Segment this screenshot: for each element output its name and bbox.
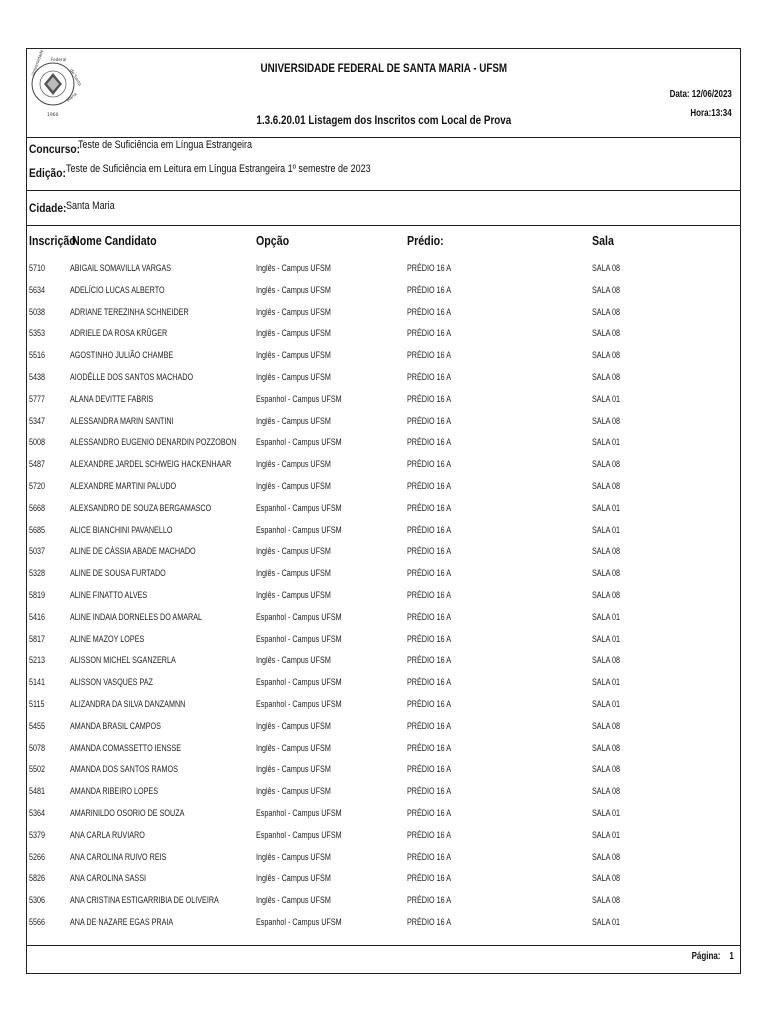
opcao-cell: Espanhol - Campus UFSM — [256, 916, 342, 927]
concurso-label: Concurso: — [29, 142, 80, 156]
sala-cell: SALA 08 — [592, 851, 621, 862]
table-row — [0, 891, 768, 913]
sala-cell: SALA 08 — [592, 720, 621, 731]
column-header-nome: Nome Candidato — [72, 233, 157, 248]
svg-text:Universidade: Universidade — [30, 48, 45, 77]
opcao-cell: Inglês - Campus UFSM — [256, 350, 331, 361]
table-row — [0, 433, 768, 455]
predio-cell: PRÉDIO 16 A — [407, 480, 452, 491]
table-row — [0, 521, 768, 543]
table-row — [0, 760, 768, 782]
candidate-list — [0, 259, 768, 935]
opcao-cell: Inglês - Campus UFSM — [256, 480, 331, 491]
predio-cell: PRÉDIO 16 A — [407, 437, 452, 448]
predio-cell: PRÉDIO 16 A — [407, 633, 452, 644]
nome-cell: AMANDA DOS SANTOS RAMOS — [70, 764, 178, 775]
table-row — [0, 368, 768, 390]
nome-cell: ANA CARLA RUVIARO — [70, 829, 145, 840]
divider — [26, 945, 741, 946]
opcao-cell: Espanhol - Campus UFSM — [256, 698, 342, 709]
nome-cell: ANA CAROLINA RUIVO REIS — [70, 851, 167, 862]
inscricao-cell: 5115 — [29, 698, 45, 709]
nome-cell: ANA CAROLINA SASSI — [70, 873, 147, 884]
nome-cell: ADRIANE TEREZINHA SCHNEIDER — [70, 306, 189, 317]
divider — [26, 225, 741, 226]
inscricao-cell: 5487 — [29, 459, 46, 470]
sala-cell: SALA 08 — [592, 284, 621, 295]
inscricao-cell: 5353 — [29, 328, 46, 339]
svg-text:Federal: Federal — [51, 57, 67, 62]
sala-cell: SALA 08 — [592, 350, 621, 361]
sala-cell: SALA 08 — [592, 546, 621, 557]
divider — [26, 190, 741, 191]
table-row — [0, 303, 768, 325]
sala-cell: SALA 08 — [592, 764, 621, 775]
predio-cell: PRÉDIO 16 A — [407, 655, 452, 666]
table-row — [0, 869, 768, 891]
predio-cell: PRÉDIO 16 A — [407, 742, 452, 753]
nome-cell: ALINE DE CÁSSIA ABADE MACHADO — [70, 546, 196, 557]
nome-cell: AMANDA RIBEIRO LOPES — [70, 786, 159, 797]
predio-cell: PRÉDIO 16 A — [407, 764, 452, 775]
sala-cell: SALA 01 — [592, 916, 621, 927]
inscricao-cell: 5481 — [29, 786, 46, 797]
predio-cell: PRÉDIO 16 A — [407, 698, 452, 709]
predio-cell: PRÉDIO 16 A — [407, 916, 452, 927]
sala-cell: SALA 01 — [592, 633, 621, 644]
date-label: Data: — [669, 89, 690, 100]
sala-cell: SALA 08 — [592, 895, 621, 906]
inscricao-cell: 5266 — [29, 851, 46, 862]
nome-cell: AMARINILDO OSORIO DE SOUZA — [70, 807, 185, 818]
table-row — [0, 826, 768, 848]
svg-text:Maria: Maria — [65, 91, 78, 103]
opcao-cell: Espanhol - Campus UFSM — [256, 393, 342, 404]
table-row — [0, 390, 768, 412]
sala-cell: SALA 08 — [592, 306, 621, 317]
sala-cell: SALA 08 — [592, 480, 621, 491]
page-indicator — [692, 951, 734, 962]
sala-cell: SALA 08 — [592, 589, 621, 600]
sala-cell: SALA 01 — [592, 524, 621, 535]
predio-cell: PRÉDIO 16 A — [407, 895, 452, 906]
opcao-cell: Inglês - Campus UFSM — [256, 786, 331, 797]
opcao-cell: Inglês - Campus UFSM — [256, 589, 331, 600]
inscricao-cell: 5826 — [29, 873, 46, 884]
inscricao-cell: 5516 — [29, 350, 46, 361]
opcao-cell: Espanhol - Campus UFSM — [256, 437, 342, 448]
nome-cell: ALANA DEVITTE FABRIS — [70, 393, 154, 404]
predio-cell: PRÉDIO 16 A — [407, 284, 452, 295]
university-name: UNIVERSIDADE FEDERAL DE SANTA MARIA - UFSM — [260, 61, 508, 75]
sala-cell: SALA 01 — [592, 698, 621, 709]
report-date — [670, 89, 732, 100]
table-row — [0, 477, 768, 499]
opcao-cell: Inglês - Campus UFSM — [256, 742, 331, 753]
report-time — [691, 108, 732, 119]
sala-cell: SALA 08 — [592, 655, 621, 666]
nome-cell: ALINE INDAIA DORNELES DO AMARAL — [70, 611, 203, 622]
table-row — [0, 651, 768, 673]
column-header-opcao: Opção — [256, 233, 290, 248]
inscricao-cell: 5416 — [29, 611, 46, 622]
nome-cell: ALESSANDRA MARIN SANTINI — [70, 415, 174, 426]
cidade-label: Cidade: — [29, 201, 67, 215]
nome-cell: ANA CRISTINA ESTIGARRIBIA DE OLIVEIRA — [70, 895, 219, 906]
predio-cell: PRÉDIO 16 A — [407, 306, 452, 317]
sala-cell: SALA 08 — [592, 371, 621, 382]
inscricao-cell: 5566 — [29, 916, 46, 927]
opcao-cell: Inglês - Campus UFSM — [256, 306, 331, 317]
nome-cell: ALEXANDRE JARDEL SCHWEIG HACKENHAAR — [70, 459, 232, 470]
predio-cell: PRÉDIO 16 A — [407, 502, 452, 513]
nome-cell: AGOSTINHO JULIÃO CHAMBE — [70, 350, 174, 361]
column-header-inscricao: Inscrição — [29, 233, 76, 248]
nome-cell: AIODÊLLE DOS SANTOS MACHADO — [70, 371, 194, 382]
inscricao-cell: 5819 — [29, 589, 46, 600]
opcao-cell: Inglês - Campus UFSM — [256, 568, 331, 579]
sala-cell: SALA 01 — [592, 611, 621, 622]
svg-text:de Santa: de Santa — [69, 68, 83, 87]
sala-cell: SALA 01 — [592, 807, 621, 818]
nome-cell: ALISSON MICHEL SGANZERLA — [70, 655, 176, 666]
predio-cell: PRÉDIO 16 A — [407, 524, 452, 535]
opcao-cell: Inglês - Campus UFSM — [256, 284, 331, 295]
opcao-cell: Espanhol - Campus UFSM — [256, 829, 342, 840]
predio-cell: PRÉDIO 16 A — [407, 393, 452, 404]
page-number: 1 — [729, 951, 734, 962]
opcao-cell: Espanhol - Campus UFSM — [256, 807, 342, 818]
opcao-cell: Espanhol - Campus UFSM — [256, 677, 342, 688]
inscricao-cell: 5720 — [29, 480, 46, 491]
inscricao-cell: 5685 — [29, 524, 46, 535]
table-row — [0, 739, 768, 761]
opcao-cell: Espanhol - Campus UFSM — [256, 524, 342, 535]
sala-cell: SALA 08 — [592, 873, 621, 884]
page-label: Página: — [691, 951, 721, 962]
predio-cell: PRÉDIO 16 A — [407, 611, 452, 622]
opcao-cell: Inglês - Campus UFSM — [256, 546, 331, 557]
inscricao-cell: 5306 — [29, 895, 46, 906]
inscricao-cell: 5364 — [29, 807, 46, 818]
predio-cell: PRÉDIO 16 A — [407, 720, 452, 731]
inscricao-cell: 5710 — [29, 263, 46, 273]
table-row — [0, 346, 768, 368]
time-label: Hora: — [690, 108, 712, 119]
predio-cell: PRÉDIO 16 A — [407, 415, 452, 426]
inscricao-cell: 5347 — [29, 415, 46, 426]
table-row — [0, 499, 768, 521]
nome-cell: ALINE DE SOUSA FURTADO — [70, 568, 166, 579]
report-title: 1.3.6.20.01 Listagem dos Inscritos com Local de Prova — [256, 113, 512, 127]
opcao-cell: Inglês - Campus UFSM — [256, 328, 331, 339]
table-row — [0, 848, 768, 870]
inscricao-cell: 5817 — [29, 633, 46, 644]
table-row — [0, 259, 768, 281]
inscricao-cell: 5455 — [29, 720, 46, 731]
predio-cell: PRÉDIO 16 A — [407, 459, 452, 470]
nome-cell: ANA DE NAZARE EGAS PRAIA — [70, 916, 174, 927]
sala-cell: SALA 08 — [592, 742, 621, 753]
inscricao-cell: 5141 — [29, 677, 46, 688]
sala-cell: SALA 08 — [592, 568, 621, 579]
sala-cell: SALA 01 — [592, 677, 621, 688]
nome-cell: ALISSON VASQUES PAZ — [70, 677, 153, 688]
table-row — [0, 281, 768, 303]
sala-cell: SALA 08 — [592, 263, 621, 273]
table-row — [0, 412, 768, 434]
opcao-cell: Espanhol - Campus UFSM — [256, 611, 342, 622]
sala-cell: SALA 08 — [592, 786, 621, 797]
table-row — [0, 542, 768, 564]
nome-cell: ABIGAIL SOMAVILLA VARGAS — [70, 263, 172, 273]
table-row — [0, 455, 768, 477]
nome-cell: AMANDA COMASSETTO IENSSE — [70, 742, 182, 753]
column-header-predio: Prédio: — [407, 233, 444, 248]
nome-cell: AMANDA BRASIL CAMPOS — [70, 720, 161, 731]
table-row — [0, 804, 768, 826]
opcao-cell: Inglês - Campus UFSM — [256, 851, 331, 862]
nome-cell: ALINE MAZOY LOPES — [70, 633, 145, 644]
predio-cell: PRÉDIO 16 A — [407, 350, 452, 361]
time-value: 13:34 — [711, 108, 732, 119]
inscricao-cell: 5038 — [29, 306, 46, 317]
nome-cell: ADELÍCIO LUCAS ALBERTO — [70, 284, 165, 295]
opcao-cell: Inglês - Campus UFSM — [256, 655, 331, 666]
predio-cell: PRÉDIO 16 A — [407, 546, 452, 557]
table-row — [0, 564, 768, 586]
predio-cell: PRÉDIO 16 A — [407, 786, 452, 797]
inscricao-cell: 5008 — [29, 437, 46, 448]
svg-text:1960: 1960 — [47, 113, 59, 118]
opcao-cell: Inglês - Campus UFSM — [256, 459, 331, 470]
nome-cell: ALEXANDRE MARTINI PALUDO — [70, 480, 177, 491]
predio-cell: PRÉDIO 16 A — [407, 829, 452, 840]
opcao-cell: Inglês - Campus UFSM — [256, 873, 331, 884]
predio-cell: PRÉDIO 16 A — [407, 263, 452, 273]
sala-cell: SALA 01 — [592, 393, 621, 404]
table-row — [0, 695, 768, 717]
sala-cell: SALA 08 — [592, 328, 621, 339]
date-value: 12/06/2023 — [691, 89, 732, 100]
nome-cell: ADRIELE DA ROSA KRÜGER — [70, 328, 168, 339]
predio-cell: PRÉDIO 16 A — [407, 851, 452, 862]
nome-cell: ALEXSANDRO DE SOUZA BERGAMASCO — [70, 502, 212, 513]
predio-cell: PRÉDIO 16 A — [407, 873, 452, 884]
opcao-cell: Inglês - Campus UFSM — [256, 720, 331, 731]
cidade-value: Santa Maria — [66, 200, 115, 212]
table-row — [0, 630, 768, 652]
table-row — [0, 673, 768, 695]
sala-cell: SALA 01 — [592, 437, 621, 448]
table-row — [0, 717, 768, 739]
edicao-value: Teste de Suficiência em Leitura em Língua Estrangeira 1º semestre de 2023 — [66, 163, 371, 175]
opcao-cell: Espanhol - Campus UFSM — [256, 502, 342, 513]
table-row — [0, 324, 768, 346]
inscricao-cell: 5777 — [29, 393, 46, 404]
nome-cell: ALICE BIANCHINI PAVANELLO — [70, 524, 173, 535]
opcao-cell: Espanhol - Campus UFSM — [256, 633, 342, 644]
predio-cell: PRÉDIO 16 A — [407, 677, 452, 688]
inscricao-cell: 5379 — [29, 829, 46, 840]
nome-cell: ALIZANDRA DA SILVA DANZAMNN — [70, 698, 186, 709]
inscricao-cell: 5037 — [29, 546, 46, 557]
sala-cell: SALA 01 — [592, 502, 621, 513]
table-row — [0, 586, 768, 608]
predio-cell: PRÉDIO 16 A — [407, 589, 452, 600]
nome-cell: ALINE FINATTO ALVES — [70, 589, 148, 600]
predio-cell: PRÉDIO 16 A — [407, 328, 452, 339]
opcao-cell: Inglês - Campus UFSM — [256, 895, 331, 906]
inscricao-cell: 5634 — [29, 284, 46, 295]
opcao-cell: Inglês - Campus UFSM — [256, 371, 331, 382]
inscricao-cell: 5502 — [29, 764, 46, 775]
table-row — [0, 913, 768, 935]
divider — [26, 137, 741, 138]
opcao-cell: Inglês - Campus UFSM — [256, 764, 331, 775]
edicao-label: Edição: — [29, 166, 66, 180]
nome-cell: ALESSANDRO EUGENIO DENARDIN POZZOBON — [70, 437, 237, 448]
opcao-cell: Inglês - Campus UFSM — [256, 415, 331, 426]
predio-cell: PRÉDIO 16 A — [407, 371, 452, 382]
sala-cell: SALA 08 — [592, 459, 621, 470]
table-row — [0, 782, 768, 804]
inscricao-cell: 5213 — [29, 655, 46, 666]
predio-cell: PRÉDIO 16 A — [407, 568, 452, 579]
inscricao-cell: 5438 — [29, 371, 46, 382]
inscricao-cell: 5328 — [29, 568, 46, 579]
column-header-sala: Sala — [592, 233, 614, 248]
opcao-cell: Inglês - Campus UFSM — [256, 263, 331, 273]
table-row — [0, 608, 768, 630]
inscricao-cell: 5668 — [29, 502, 46, 513]
predio-cell: PRÉDIO 16 A — [407, 807, 452, 818]
concurso-value: Teste de Suficiência em Língua Estrangeira — [78, 139, 252, 151]
sala-cell: SALA 01 — [592, 829, 621, 840]
inscricao-cell: 5078 — [29, 742, 46, 753]
sala-cell: SALA 08 — [592, 415, 621, 426]
